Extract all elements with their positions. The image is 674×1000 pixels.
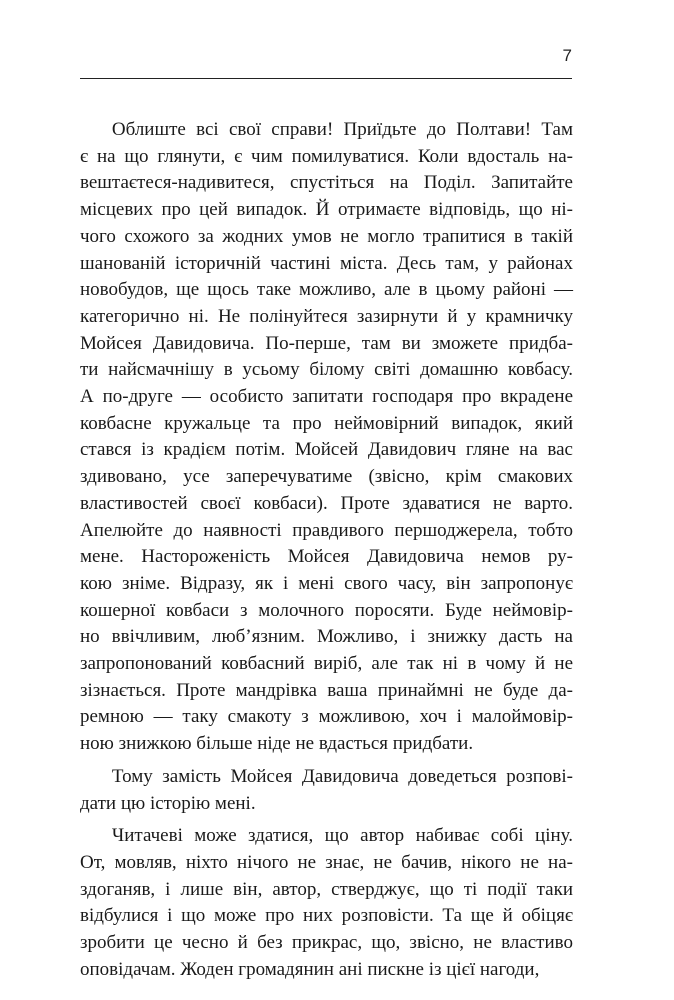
text-line: здивовано, усе заперечуватиме (звісно, крім смакових: [80, 466, 573, 488]
text-line: оповідачам. Жоден громадянин ані пискне із цієї нагоди,: [80, 958, 540, 980]
text-line: ковбасне кружальце та про неймовірний випадок, який: [80, 412, 573, 434]
text-line: А по-друге — особисто запитати господаря про вкрадене: [80, 386, 573, 408]
text-line: шанованій історичній частині міста. Десь там, у районах: [80, 252, 573, 274]
text-line: мене. Настороженість Мойсея Давидовича немов ру-: [80, 546, 573, 568]
text-line: Облиште всі свої справи! Приїдьте до Полтави! Там: [111, 119, 573, 140]
text-line: зробити це чесно й без прикрас, що, звісно, не властиво: [80, 932, 573, 954]
text-line: вештаєтеся-надивитеся, спустіться на Поділ. Запитайте: [80, 172, 573, 194]
body-text: [80, 117, 573, 984]
text-line: місцевих про цей випадок. Й отримаєте відповідь, що ні-: [80, 199, 573, 221]
text-line: От, мовляв, ніхто нічого не знає, не бачив, нікого не на-: [80, 851, 573, 873]
text-line: Мойсея Давидовича. По-перше, там ви зможете придба-: [80, 332, 573, 354]
text-line: чого схожого за жодних умов не могло трапитися в такій: [80, 225, 573, 247]
text-line: Читачеві може здатися, що автор набиває собі ціну.: [111, 825, 573, 847]
text-line: запропонований ковбасний виріб, але так ні в чому й не: [80, 653, 573, 675]
text-line: стався із крадієм потім. Мойсей Давидович гляне на вас: [80, 439, 573, 461]
text-line: здоганяв, і лише він, автор, стверджує, що ті події таки: [80, 878, 573, 900]
text-line: Тому замість Мойсея Давидовича доведеться розпові-: [111, 765, 573, 787]
text-line: зізнається. Проте мандрівка ваша принаймні не буде да-: [80, 679, 573, 701]
text-line: кошерної ковбаси з молочного поросяти. Буде неймовір-: [80, 599, 573, 621]
text-line: Апелюйте до наявності правдивого першоджерела, тобто: [80, 519, 573, 541]
text-line: відбулися і що може про них розповісти. Та ще й обіцяє: [80, 905, 573, 927]
text-line: ною знижкою більше ніде не вдасться придбати.: [80, 733, 474, 755]
text-line: категорично ні. Не полінуйтеся зазирнути й у крамничку: [80, 305, 573, 327]
paragraph: [80, 823, 573, 983]
text-line: но ввічливим, люб’язним. Можливо, і знижку дасть на: [80, 626, 573, 648]
text-line: дати цю історію мені.: [80, 792, 256, 814]
paragraph: [80, 764, 573, 817]
text-line: властивостей своєї ковбаси). Проте здаватися не варто.: [80, 492, 573, 514]
text-line: ремною — таку смакоту з можливою, хоч і малоймовір-: [80, 706, 573, 728]
text-line: є на що глянути, є чим помилуватися. Коли вдосталь на-: [80, 145, 573, 167]
text-line: новобудов, ще щось таке можливо, але в цьому районі —: [80, 279, 573, 301]
page-number: 7: [562, 46, 572, 65]
text-line: ти найсмачнішу в усьому білому світі домашню ковбасу.: [80, 359, 573, 381]
text-line: кою зніме. Відразу, як і мені свого часу, він запропонує: [80, 572, 573, 594]
header-rule: [80, 78, 572, 79]
paragraph: [80, 117, 573, 758]
